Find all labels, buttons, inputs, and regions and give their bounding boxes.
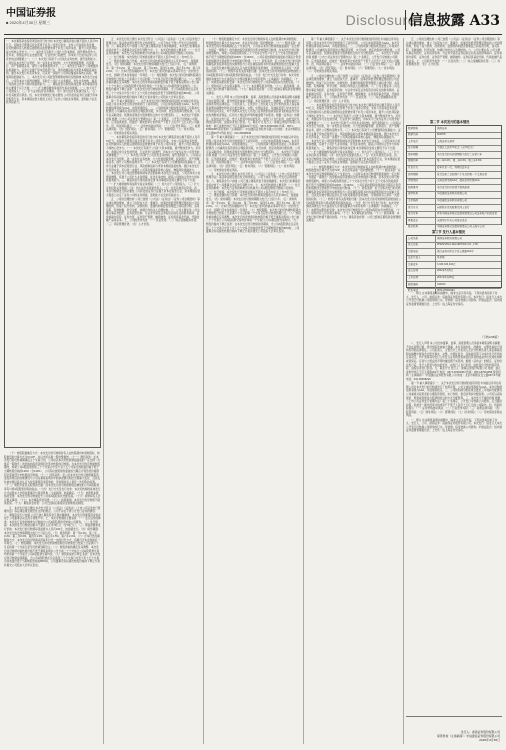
table-value-cell: 601878 — [437, 133, 446, 137]
section-title-en: Disclosure — [345, 12, 416, 28]
table-key-cell: 登记机构 — [407, 225, 436, 231]
table-row — [407, 126, 501, 133]
table-row — [407, 199, 501, 206]
table-row — [407, 256, 501, 263]
body-text-col3: （十）转股股数确定方式：本次发行的可转债持有人在转股期内申请转股时，转股数量的计算方式为Q=V/P，并以去尾法取一股的整数倍。（十一）赎回条款：在本次发行的可转债期满后五个交易日内，公司将以本次可转债票面面值的一定比例（含最后一期利息）的价格向投资者赎回全部未转股的可转债。在本次发行的可转债转股期内，如果公司A股股票连续三十个交易日中至少有十五个交易日的收盘价格不低于当期转股价格的130%（含130%），公司有权按照债券面值加当期应计利息的价格赎回全部或部分未转股的可转债。（十二）回售条款：若公司本次发行的可转债募集资金投资项目的实施情况与公司在募集说明书中的承诺情况相比出现重大变化，且该变化被中国证监会认定为改变募集资金用途的，可转债持有人享有一次回售的权利。（十三）转股年度有关股利的归属：因本次发行的可转债转股而增加的公司A股股票享有与原A股股票同等的权益。（十四）发行方式及发行对象：本次可转债的具体发行方式由股东大会授权董事会与保荐机构（主承销商）协商确定。（十五）向原股东配售的安排：本次发行的可转债给予公司原A股股东优先配售权。（十六）债券持有人会议相关事项。（十七）本次募集资金用途。（十八）担保事项：本次发行的可转债不提供担保。（十九）募集资金存管：公司已经制定募集资金管理相关制度。 — [206, 38, 301, 95]
table-row — [407, 218, 501, 225]
table-value-cell: 持有中国证券登记结算有限责任公司证券账户的投资者 — [437, 212, 498, 216]
table-key-cell: 保荐机构 — [407, 192, 436, 198]
table-value-cell: 主体信用等级AAA，债券信用等级AAA — [437, 179, 480, 183]
body-text-col4: 第一节 重大事项提示 一、关于本次发行的可转债的信用评级 中诚信证券评估有限公司对本次发行的可转债进行了信用评级，公司主体信用等级为AAA，本次可转债信用等级为AAA，评级展望稳定。二、公司的利润分配政策及最近三年利润分配情况 公司重视对投资者的合理投资回报，实行持续、稳定的利润分配政策。公司可以采取现金、股票或者现金与股票相结合的方式分配股利。三、本次发行不提供担保 根据《上市公司证券发行管理办法》第二十条规定，公开发行可转换公司债券，应当提供担保，但最近一期末经审计的净资产不低于人民币十五亿元的公司除外。四、特别风险提示 （一）证券市场波动风险；（二）行业竞争风险；（三）政策法律风险；（四）经营风险；（五）财务风险；（六）管理风险；（七）技术风险；（八）可转债自身相关风险。 — [306, 38, 401, 74]
table-value-cell: 每年付息一次，到期归还本金 — [437, 166, 470, 170]
table-row — [407, 212, 501, 219]
body-text-col5b: 一、释义 在本募集说明书摘要中，除非文意另有所指，下列词语具有如下含义。发行人、公司、浙商证券：指浙商证券股份有限公司。本次发行：指发行人本次公开发行可转换公司债券的行为。可转债：指可转换公司债券。中国证监会：指中国证券监督管理委员会。上交所：指上海证券交易所。 — [406, 292, 502, 306]
table-key-cell: 发行方式 — [407, 205, 436, 211]
table-row — [407, 133, 501, 140]
body-text-col3d: 五、本次发行的合规性 本次发行符合《公司法》《证券法》《上市公司证券发行管理办法》等法律法规及规范性文件的规定。公司不存在不得公开发行证券的情形。六、募集资金专户存储 公司已建立募集资金专项存储制度，本次发行的募集资金将存放于公司董事会决定的专项账户中。七、本次可转债的主要条款 （一）发行证券的种类：本次发行证券的种类为可转换为公司A股股票的可转换公司债券。（二）发行规模：本次拟发行可转债总额为不超过人民币70亿元（含70亿元）。（三）票面金额和发行价格：本次发行的可转债每张面值为人民币100元，按面值发行。（四）债券期限：本次发行的可转债期限为发行之日起六年。（五）债券利率：第一年0.2%、第二年0.4%、第三年0.6%、第四年1.0%、第五年1.5%、第六年2.0%。（六）还本付息的期限和方式：本次发行的可转债采用每年付息一次的付息方式，到期归还本金和最后一年利息。（七）转股期限：本次发行的可转债转股期自可转债发行结束之日起满六个月后的第一个交易日起至可转债到期日止。（八）转股价格的确定及其调整：本次发行的可转债初始转股价格不低于募集说明书公告日前二十个交易日公司A股股票交易均价和前一个交易日公司A股股票交易均价。（九）转股价格向下修正条款：在本次发行的可转债存续期间，当公司A股股票在任意连续三十个交易日中至少有十五个交易日的收盘价低于当期转股价格的80%时，公司董事会有权提出转股价格向下修正方案并提交公司股东大会审议表决。 — [206, 172, 301, 234]
table-key-cell: 募集资金 — [407, 218, 436, 224]
footer-rule — [406, 716, 502, 717]
issuer-signature: 发行人：浙商证券股份有限公司 — [460, 730, 500, 734]
table-value-cell: 本次发行的可转债期限为发行之日起六年 — [437, 152, 483, 156]
text-column-1b — [4, 452, 101, 744]
table-value-cell: 发行结束之日起满六个月后的第一个交易日起 — [437, 172, 488, 176]
table-row — [407, 262, 501, 269]
table-key-cell: 主承销商 — [407, 199, 436, 205]
table-key-cell: 发行对象 — [407, 212, 436, 218]
table-row — [407, 139, 501, 146]
table-row — [407, 152, 501, 159]
table-key-cell: 公司名称 — [407, 236, 436, 242]
body-text-col4c: 一、本次募集资金投资项目的可行性分析 本次发行募集资金总额不超过人民币70亿元，扣除发行费用后将全部用于补充公司营运资金，支持公司各项业务发展，在可转债持有人转股后按照相关监管要求用于补充公司资本金，提升公司抗风险能力和核心竞争力。（一）本次发行有助于公司扩大资本规模，提升整体竞争力。近年来，我国证券行业发展迅速，行业竞争日趋激烈，资本实力已成为证券公司竞争的关键要素之一。（二）本次发行有助于公司优化业务结构，提升盈利能力。公司将以本次发行为契机，进一步优化业务结构，大力发展财富管理、投资银行、资产管理等业务，提升公司整体盈利水平。（三）本次发行有助于公司增强风险抵御能力。证券行业属于资本密集型行业，风险控制指标与净资本规模直接挂钩。通过本次发行补充资本金，可以进一步提升公司风险覆盖率等核心指标，增强风险抵御能力。二、本次发行对公司经营管理和财务状况的影响 本次发行完成后，公司资本实力将得到增强，有助于公司扩大业务规模，优化业务结构，提高公司的综合竞争力和持续盈利能力。三、募集资金运用的具体安排 本次募集资金将主要用于以下方面：（一）扩大融资融券等信用交易业务规模；（二）加大对子公司的投入；（三）扩大证券投资业务规模；（四）加大信息系统建设投入；（五）补充其他营运资金。四、本次可转债发行的必要性 公司所处的证券行业属于资本密集型行业，资本规模在很大程度上决定了证券公司的业务规模、盈利能力以及抗风险能力。 — [306, 103, 401, 165]
table-value-cell: 上海证券交易所 — [437, 139, 455, 143]
boxed-notice — [4, 38, 101, 448]
body-text-col2d: 五、公司的治理结构 公司已按照《公司法》《证券法》《证券公司治理准则》等法律法规的要求，建立了由股东大会、董事会、监事会和经营管理层组成的公司治理结构，形成了权力机构、决策机构、监督机构和经营管理层之间权责分明、各司其职、有效制衡、科学决策、协调运作的法人治理结构。六、公司主要业务 公司主要从事证券经纪、证券投资咨询、与证券交易及证券投资活动有关的财务顾问、证券承销与保荐、证券自营、证券资产管理、融资融券、证券投资基金代销、代销金融产品等业务。七、公司的竞争优势 （一）区位优势；（二）综合金融服务优势；（三）风险管理优势；（四）人才优势。 — [106, 197, 201, 227]
table-row — [407, 236, 501, 243]
table-key-cell: 法定代表人 — [407, 256, 436, 262]
table-key-cell: 联系电话 — [407, 289, 436, 295]
body-text-col1b: （十）转股股数确定方式：本次发行的可转债持有人在转股期内申请转股时，转股数量的计算方式为Q=V/P，并以去尾法取一股的整数倍。（十一）赎回条款：在本次发行的可转债期满后五个交易日内，公司将以本次可转债票面面值的一定比例（含最后一期利息）的价格向投资者赎回全部未转股的可转债。在本次发行的可转债转股期内，如果公司A股股票连续三十个交易日中至少有十五个交易日的收盘价格不低于当期转股价格的130%（含130%），公司有权按照债券面值加当期应计利息的价格赎回全部或部分未转股的可转债。（十二）回售条款：若公司本次发行的可转债募集资金投资项目的实施情况与公司在募集说明书中的承诺情况相比出现重大变化，且该变化被中国证监会认定为改变募集资金用途的，可转债持有人享有一次回售的权利。（十三）转股年度有关股利的归属：因本次发行的可转债转股而增加的公司A股股票享有与原A股股票同等的权益。（十四）发行方式及发行对象：本次可转债的具体发行方式由股东大会授权董事会与保荐机构（主承销商）协商确定。（十五）向原股东配售的安排：本次发行的可转债给予公司原A股股东优先配售权。（十六）债券持有人会议相关事项。（十七）本次募集资金用途。（十八）担保事项：本次发行的可转债不提供担保。（十九）募集资金存管：公司已经制定募集资金管理相关制度。 — [4, 452, 101, 506]
table-value-cell: 0571-87901964 — [437, 289, 455, 293]
section-heading-1: 第二节 本次发行的基本情况 — [430, 120, 470, 124]
column-divider — [403, 38, 404, 744]
text-column-3 — [206, 38, 301, 744]
section-heading-2: 第三节 发行人基本情况 — [432, 230, 465, 234]
table-key-cell: 成立日期 — [407, 269, 436, 275]
dateline: ■ 2020年4月30日 星期三 — [6, 20, 51, 25]
body-text-col3b: 八、发行人声明 本公司全体董事、监事、高级管理人员承诺本募集说明书摘要不存在虚假记载、误导性陈述或重大遗漏，并对其真实性、准确性、完整性承担个别和连带的法律责任。公司负责人、主管会计工作负责人及会计机构负责人保证募集说明书摘要中财务会计报告真实、完整。中国证监会、其他政府部门对本次发行所作的任何决定，均不表明其对发行人所发行证券的价值或者投资者的收益作出实质性判断或者保证。任何与之相反的声明均属虚假不实陈述。根据《证券法》的规定，证券依法发行后，发行人经营与收益的变化，由发行人自行负责，由此变化引致的投资风险，由投资者自行负责。九、联系方式 发行人：浙商证券股份有限公司 地址：浙江省杭州市江干区五星路201号 电话：0571-87901964 传真：0571-87901955 保荐机构（主承销商）：中信建投证券股份有限公司 地址：北京市朝阳区安立路66号4号楼 电话：010-65608299 — [206, 96, 301, 136]
column-divider — [203, 38, 204, 744]
table-key-cell: 发行规模 — [407, 146, 436, 152]
table-row — [407, 276, 501, 283]
signature-date: 2020年4月30日 — [479, 738, 500, 742]
body-text-col4b: 五、公司的治理结构 公司已按照《公司法》《证券法》《证券公司治理准则》等法律法规的要求，建立了由股东大会、董事会、监事会和经营管理层组成的公司治理结构，形成了权力机构、决策机构、监督机构和经营管理层之间权责分明、各司其职、有效制衡、科学决策、协调运作的法人治理结构。六、公司主要业务 公司主要从事证券经纪、证券投资咨询、与证券交易及证券投资活动有关的财务顾问、证券承销与保荐、证券自营、证券资产管理、融资融券、证券投资基金代销、代销金融产品等业务。七、公司的竞争优势 （一）区位优势；（二）综合金融服务优势；（三）风险管理优势；（四）人才优势。 — [306, 74, 401, 103]
body-text-col1: 一、本次募集资金投资项目的可行性分析 本次发行募集资金总额不超过人民币70亿元，扣除发行费用后将全部用于补充公司营运资金，支持公司各项业务发展，在可转债持有人转股后按照相关监管要求用于补充公司资本金，提升公司抗风险能力和核心竞争力。（一）本次发行有助于公司扩大资本规模，提升整体竞争力。近年来，我国证券行业发展迅速，行业竞争日趋激烈，资本实力已成为证券公司竞争的关键要素之一。（二）本次发行有助于公司优化业务结构，提升盈利能力。公司将以本次发行为契机，进一步优化业务结构，大力发展财富管理、投资银行、资产管理等业务，提升公司整体盈利水平。（三）本次发行有助于公司增强风险抵御能力。证券行业属于资本密集型行业，风险控制指标与净资本规模直接挂钩。通过本次发行补充资本金，可以进一步提升公司风险覆盖率等核心指标，增强风险抵御能力。二、本次发行对公司经营管理和财务状况的影响 本次发行完成后，公司资本实力将得到增强，有助于公司扩大业务规模，优化业务结构，提高公司的综合竞争力和持续盈利能力。三、募集资金运用的具体安排 本次募集资金将主要用于以下方面：（一）扩大融资融券等信用交易业务规模；（二）加大对子公司的投入；（三）扩大证券投资业务规模；（四）加大信息系统建设投入；（五）补充其他营运资金。四、本次可转债发行的必要性 公司所处的证券行业属于资本密集型行业，资本规模在很大程度上决定了证券公司的业务规模、盈利能力以及抗风险能力。 — [6, 40, 99, 105]
table-key-cell: 股票简称 — [407, 126, 436, 132]
column-divider — [103, 38, 104, 744]
table-row — [407, 269, 501, 276]
table-key-cell: 上市地点 — [407, 139, 436, 145]
table-row — [407, 172, 501, 179]
body-text-col3c: 第一节 重大事项提示 一、关于本次发行的可转债的信用评级 中诚信证券评估有限公司对本次发行的可转债进行了信用评级，公司主体信用等级为AAA，本次可转债信用等级为AAA，评级展望稳定。二、公司的利润分配政策及最近三年利润分配情况 公司重视对投资者的合理投资回报，实行持续、稳定的利润分配政策。公司可以采取现金、股票或者现金与股票相结合的方式分配股利。三、本次发行不提供担保 根据《上市公司证券发行管理办法》第二十条规定，公开发行可转换公司债券，应当提供担保，但最近一期末经审计的净资产不低于人民币十五亿元的公司除外。四、特别风险提示 （一）证券市场波动风险；（二）行业竞争风险；（三）政策法律风险；（四）经营风险；（五）财务风险；（六）管理风险；（七）技术风险；（八）可转债自身相关风险。 — [206, 136, 301, 172]
table-key-cell: 担保事项 — [407, 185, 436, 191]
body-text-col4d: （十）转股股数确定方式：本次发行的可转债持有人在转股期内申请转股时，转股数量的计算方式为Q=V/P，并以去尾法取一股的整数倍。（十一）赎回条款：在本次发行的可转债期满后五个交易日内，公司将以本次可转债票面面值的一定比例（含最后一期利息）的价格向投资者赎回全部未转股的可转债。在本次发行的可转债转股期内，如果公司A股股票连续三十个交易日中至少有十五个交易日的收盘价格不低于当期转股价格的130%（含130%），公司有权按照债券面值加当期应计利息的价格赎回全部或部分未转股的可转债。（十二）回售条款：若公司本次发行的可转债募集资金投资项目的实施情况与公司在募集说明书中的承诺情况相比出现重大变化，且该变化被中国证监会认定为改变募集资金用途的，可转债持有人享有一次回售的权利。（十三）转股年度有关股利的归属：因本次发行的可转债转股而增加的公司A股股票享有与原A股股票同等的权益。（十四）发行方式及发行对象：本次可转债的具体发行方式由股东大会授权董事会与保荐机构（主承销商）协商确定。（十五）向原股东配售的安排：本次发行的可转债给予公司原A股股东优先配售权。（十六）债券持有人会议相关事项。（十七）本次募集资金用途。（十八）担保事项：本次发行的可转债不提供担保。（十九）募集资金存管：公司已经制定募集资金管理相关制度。 — [306, 165, 401, 223]
table-value-cell: 第一年0.2%、第二年0.4%、第三年0.6% — [437, 159, 482, 163]
continued-note: （下转A34版） — [480, 335, 500, 339]
table-key-cell: 票面利率 — [407, 159, 436, 165]
table-row — [407, 249, 501, 256]
table-row — [407, 146, 501, 153]
table-key-cell: 英文名称 — [407, 243, 436, 249]
table-value-cell: 中信建投证券股份有限公司 — [437, 192, 468, 196]
issuer-info-table — [406, 235, 502, 293]
table-value-cell: 不超过人民币70亿元（含70亿元） — [437, 146, 476, 150]
table-row — [407, 282, 501, 289]
body-text-col2b: 第一节 重大事项提示 一、关于本次发行的可转债的信用评级 中诚信证券评估有限公司对本次发行的可转债进行了信用评级，公司主体信用等级为AAA，本次可转债信用等级为AAA，评级展望稳定。二、公司的利润分配政策及最近三年利润分配情况 公司重视对投资者的合理投资回报，实行持续、稳定的利润分配政策。公司可以采取现金、股票或者现金与股票相结合的方式分配股利。三、本次发行不提供担保 根据《上市公司证券发行管理办法》第二十条规定，公开发行可转换公司债券，应当提供担保，但最近一期末经审计的净资产不低于人民币十五亿元的公司除外。四、特别风险提示 （一）证券市场波动风险；（二）行业竞争风险；（三）政策法律风险；（四）经营风险；（五）财务风险；（六）管理风险；（七）技术风险；（八）可转债自身相关风险。 — [106, 99, 201, 136]
body-text-col2c: 一、本次募集资金投资项目的可行性分析 本次发行募集资金总额不超过人民币70亿元，扣除发行费用后将全部用于补充公司营运资金，支持公司各项业务发展，在可转债持有人转股后按照相关监管要求用于补充公司资本金，提升公司抗风险能力和核心竞争力。（一）本次发行有助于公司扩大资本规模，提升整体竞争力。近年来，我国证券行业发展迅速，行业竞争日趋激烈，资本实力已成为证券公司竞争的关键要素之一。（二）本次发行有助于公司优化业务结构，提升盈利能力。公司将以本次发行为契机，进一步优化业务结构，大力发展财富管理、投资银行、资产管理等业务，提升公司整体盈利水平。（三）本次发行有助于公司增强风险抵御能力。证券行业属于资本密集型行业，风险控制指标与净资本规模直接挂钩。通过本次发行补充资本金，可以进一步提升公司风险覆盖率等核心指标，增强风险抵御能力。二、本次发行对公司经营管理和财务状况的影响 本次发行完成后，公司资本实力将得到增强，有助于公司扩大业务规模，优化业务结构，提高公司的综合竞争力和持续盈利能力。三、募集资金运用的具体安排 本次募集资金将主要用于以下方面：（一）扩大融资融券等信用交易业务规模；（二）加大对子公司的投入；（三）扩大证券投资业务规模；（四）加大信息系统建设投入；（五）补充其他营运资金。四、本次可转债发行的必要性 公司所处的证券行业属于资本密集型行业，资本规模在很大程度上决定了证券公司的业务规模、盈利能力以及抗风险能力。 — [106, 136, 201, 197]
table-value-cell: ZHESHANG SECURITIES CO., LTD. — [437, 243, 479, 247]
body-text-col5e: 一、释义 在本募集说明书摘要中，除非文意另有所指，下列词语具有如下含义。发行人、公司、浙商证券：指浙商证券股份有限公司。本次发行：指发行人本次公开发行可转换公司债券的行为。可转债：指可转换公司债券。中国证监会：指中国证券监督管理委员会。上交所：指上海证券交易所。 — [406, 418, 502, 433]
table-row — [407, 243, 501, 250]
table-key-cell: 付息方式 — [407, 166, 436, 172]
table-key-cell: 上市日期 — [407, 276, 436, 282]
table-row — [407, 205, 501, 212]
table-value-cell: 中国证券登记结算有限责任公司上海分公司 — [437, 225, 485, 229]
section-title-cn: 信息披露 A33 — [405, 10, 500, 30]
text-column-4 — [306, 38, 401, 744]
table-value-cell: 浙商证券股份有限公司 — [437, 236, 463, 240]
text-column-5b — [406, 292, 502, 332]
body-text-col5: 五、公司的治理结构 公司已按照《公司法》《证券法》《证券公司治理准则》等法律法规的要求，建立了由股东大会、董事会、监事会和经营管理层组成的公司治理结构，形成了权力机构、决策机构、监督机构和经营管理层之间权责分明、各司其职、有效制衡、科学决策、协调运作的法人治理结构。六、公司主要业务 公司主要从事证券经纪、证券投资咨询、与证券交易及证券投资活动有关的财务顾问、证券承销与保荐、证券自营、证券资产管理、融资融券、证券投资基金代销、代销金融产品等业务。七、公司的竞争优势 （一）区位优势；（二）综合金融服务优势；（三）风险管理优势；（四）人才优势。 — [406, 38, 502, 67]
signature-block — [437, 730, 500, 742]
table-value-cell: 2017年6月26日 — [437, 276, 455, 280]
table-key-cell: 邮政编码 — [407, 282, 436, 288]
body-text-col5c: 八、发行人声明 本公司全体董事、监事、高级管理人员承诺本募集说明书摘要不存在虚假记载、误导性陈述或重大遗漏，并对其真实性、准确性、完整性承担个别和连带的法律责任。公司负责人、主管会计工作负责人及会计机构负责人保证募集说明书摘要中财务会计报告真实、完整。中国证监会、其他政府部门对本次发行所作的任何决定，均不表明其对发行人所发行证券的价值或者投资者的收益作出实质性判断或者保证。任何与之相反的声明均属虚假不实陈述。根据《证券法》的规定，证券依法发行后，发行人经营与收益的变化，由发行人自行负责，由此变化引致的投资风险，由投资者自行负责。九、联系方式 发行人：浙商证券股份有限公司 地址：浙江省杭州市江干区五星路201号 电话：0571-87901964 传真：0571-87901955 保荐机构（主承销商）：中信建投证券股份有限公司 地址：北京市朝阳区安立路66号4号楼 电话：010-65608299 — [406, 342, 502, 381]
newspaper-logo: 中国证券报 — [6, 8, 56, 19]
table-row — [407, 185, 501, 192]
sponsor-signature: 保荐机构（主承销商）：中信建投证券股份有限公司 — [437, 734, 500, 738]
masthead — [4, 4, 502, 35]
table-value-cell: 3,333,333,334元 — [437, 262, 456, 266]
table-value-cell: 吴承根 — [437, 256, 445, 260]
table-value-cell: 本次发行的可转债不提供担保 — [437, 185, 470, 189]
table-key-cell: 转股期限 — [407, 172, 436, 178]
table-key-cell: 股票代码 — [407, 133, 436, 139]
table-value-cell: 向原股东优先配售及网上发行 — [437, 205, 470, 209]
table-value-cell: 全部用于补充公司营运资金 — [437, 218, 468, 222]
table-row — [407, 159, 501, 166]
table-key-cell: 注册地址 — [407, 249, 436, 255]
issuance-table — [406, 125, 502, 229]
table-row — [407, 179, 501, 186]
text-column-5c — [406, 342, 502, 697]
body-text-col1c: 五、本次发行的合规性 本次发行符合《公司法》《证券法》《上市公司证券发行管理办法》等法律法规及规范性文件的规定。公司不存在不得公开发行证券的情形。六、募集资金专户存储 公司已建立募集资金专项存储制度，本次发行的募集资金将存放于公司董事会决定的专项账户中。七、本次可转债的主要条款 （一）发行证券的种类：本次发行证券的种类为可转换为公司A股股票的可转换公司债券。（二）发行规模：本次拟发行可转债总额为不超过人民币70亿元（含70亿元）。（三）票面金额和发行价格：本次发行的可转债每张面值为人民币100元，按面值发行。（四）债券期限：本次发行的可转债期限为发行之日起六年。（五）债券利率：第一年0.2%、第二年0.4%、第三年0.6%、第四年1.0%、第五年1.5%、第六年2.0%。（六）还本付息的期限和方式：本次发行的可转债采用每年付息一次的付息方式，到期归还本金和最后一年利息。（七）转股期限：本次发行的可转债转股期自可转债发行结束之日起满六个月后的第一个交易日起至可转债到期日止。（八）转股价格的确定及其调整：本次发行的可转债初始转股价格不低于募集说明书公告日前二十个交易日公司A股股票交易均价和前一个交易日公司A股股票交易均价。（九）转股价格向下修正条款：在本次发行的可转债存续期间，当公司A股股票在任意连续三十个交易日中至少有十五个交易日的收盘价低于当期转股价格的80%时，公司董事会有权提出转股价格向下修正方案并提交公司股东大会审议表决。 — [4, 506, 101, 567]
table-value-cell: 中信建投证券股份有限公司 — [437, 199, 468, 203]
body-text-col5d: 第一节 重大事项提示 一、关于本次发行的可转债的信用评级 中诚信证券评估有限公司对本次发行的可转债进行了信用评级，公司主体信用等级为AAA，本次可转债信用等级为AAA，评级展望稳定。二、公司的利润分配政策及最近三年利润分配情况 公司重视对投资者的合理投资回报，实行持续、稳定的利润分配政策。公司可以采取现金、股票或者现金与股票相结合的方式分配股利。三、本次发行不提供担保 根据《上市公司证券发行管理办法》第二十条规定，公开发行可转换公司债券，应当提供担保，但最近一期末经审计的净资产不低于人民币十五亿元的公司除外。四、特别风险提示 （一）证券市场波动风险；（二）行业竞争风险；（三）政策法律风险；（四）经营风险；（五）财务风险；（六）管理风险；（七）技术风险；（八）可转债自身相关风险。 — [406, 382, 502, 418]
table-key-cell: 评级情况 — [407, 179, 436, 185]
table-key-cell: 注册资本 — [407, 262, 436, 268]
table-value-cell: 310020 — [437, 282, 446, 286]
body-text-col2: 五、本次发行的合规性 本次发行符合《公司法》《证券法》《上市公司证券发行管理办法》等法律法规及规范性文件的规定。公司不存在不得公开发行证券的情形。六、募集资金专户存储 公司已建立募集资金专项存储制度，本次发行的募集资金将存放于公司董事会决定的专项账户中。七、本次可转债的主要条款 （一）发行证券的种类：本次发行证券的种类为可转换为公司A股股票的可转换公司债券。（二）发行规模：本次拟发行可转债总额为不超过人民币70亿元（含70亿元）。（三）票面金额和发行价格：本次发行的可转债每张面值为人民币100元，按面值发行。（四）债券期限：本次发行的可转债期限为发行之日起六年。（五）债券利率：第一年0.2%、第二年0.4%、第三年0.6%、第四年1.0%、第五年1.5%、第六年2.0%。（六）还本付息的期限和方式：本次发行的可转债采用每年付息一次的付息方式，到期归还本金和最后一年利息。（七）转股期限：本次发行的可转债转股期自可转债发行结束之日起满六个月后的第一个交易日起至可转债到期日止。（八）转股价格的确定及其调整：本次发行的可转债初始转股价格不低于募集说明书公告日前二十个交易日公司A股股票交易均价和前一个交易日公司A股股票交易均价。（九）转股价格向下修正条款：在本次发行的可转债存续期间，当公司A股股票在任意连续三十个交易日中至少有十五个交易日的收盘价低于当期转股价格的80%时，公司董事会有权提出转股价格向下修正方案并提交公司股东大会审议表决。 — [106, 38, 201, 99]
column-divider — [303, 38, 304, 744]
table-value-cell: 2002年5月9日 — [437, 269, 453, 273]
text-column-5a — [406, 38, 502, 116]
table-row — [407, 192, 501, 199]
table-value-cell: 浙江省杭州市江干区五星路201号 — [437, 249, 474, 253]
text-column-2 — [106, 38, 201, 744]
table-value-cell: 浙商证券 — [437, 126, 448, 130]
table-row — [407, 166, 501, 173]
table-key-cell: 债券期限 — [407, 152, 436, 158]
